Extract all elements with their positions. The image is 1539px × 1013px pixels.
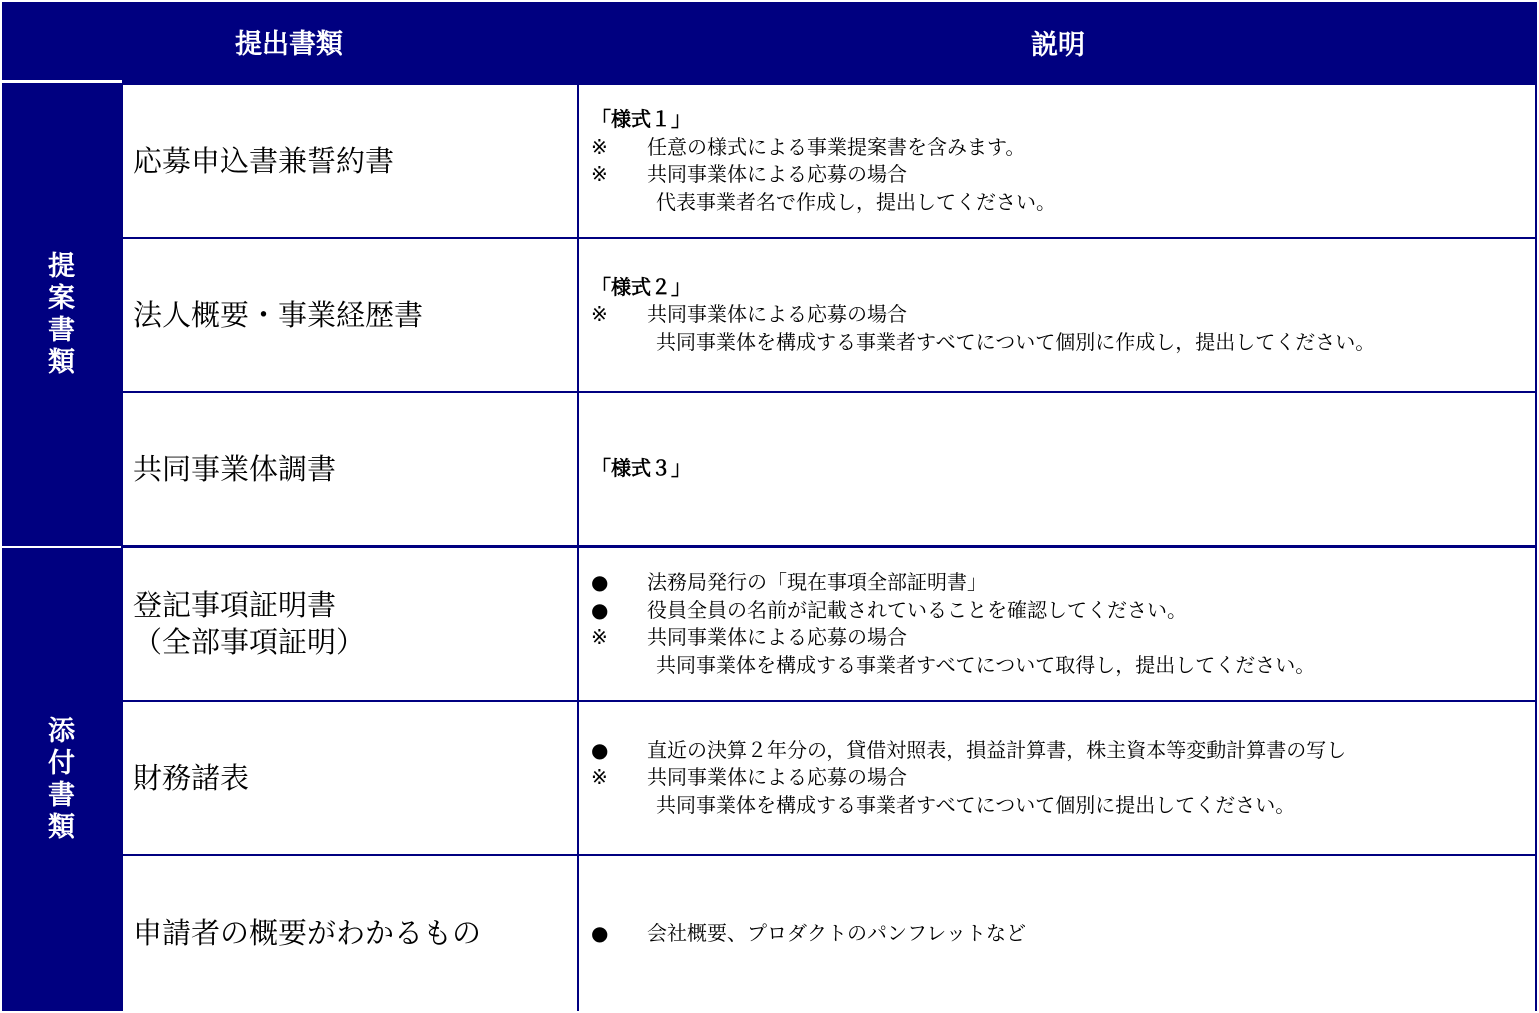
note-line	[591, 737, 1521, 765]
document-name	[123, 856, 577, 1011]
category-char: 案	[48, 282, 75, 314]
document-name-line: 登記事項証明書	[133, 588, 337, 622]
document-name	[123, 548, 577, 700]
note-mark: ※	[591, 625, 608, 649]
document-name	[123, 239, 577, 391]
header-description: 説明	[1031, 30, 1085, 61]
bullet-mark: ●	[591, 597, 609, 622]
header-documents: 提出書類	[235, 28, 343, 60]
note-continuation: 共同事業体を構成する事業者すべてについて個別に提出してください。	[656, 792, 1296, 817]
note-text: 会社概要、プロダクトのパンフレットなど	[647, 920, 1026, 945]
note-continuation: 代表事業者名で作成し，提出してください。	[656, 189, 1056, 214]
bullet-mark: ●	[591, 570, 609, 594]
document-name	[123, 702, 577, 854]
note-continuation: 共同事業体を構成する事業者すべてについて取得し，提出してください。	[656, 652, 1316, 677]
document-description	[579, 548, 1535, 700]
category-attached	[2, 548, 121, 1011]
note-text: 直近の決算２年分の，貸借対照表，損益計算書，株主資本等変動計算書の写し	[647, 737, 1347, 762]
document-description	[579, 239, 1535, 391]
note-mark: ※	[591, 134, 608, 159]
document-name	[123, 85, 577, 237]
category-proposal	[2, 83, 121, 546]
note-continuation: 共同事業体を構成する事業者すべてについて個別に作成し，提出してください。	[656, 329, 1376, 354]
document-name-line: （全部事項証明）	[133, 625, 366, 659]
note-mark: ※	[591, 162, 608, 186]
note-line	[591, 301, 1521, 329]
note-line	[591, 764, 1521, 792]
category-char: 提	[48, 250, 75, 282]
bullet-mark: ●	[591, 920, 609, 945]
document-description	[579, 702, 1535, 854]
bullet-mark: ●	[591, 737, 609, 762]
note-text: 役員全員の名前が記載されていることを確認してください。	[647, 597, 1187, 622]
note-line	[591, 569, 1521, 597]
document-description	[579, 856, 1535, 1011]
form-label: 「様式２」	[591, 274, 691, 299]
note-line	[591, 161, 1521, 189]
document-name-line: 共同事業体調書	[133, 451, 337, 486]
document-description	[579, 393, 1535, 545]
document-name-line: 申請者の概要がわかるもの	[133, 916, 482, 950]
note-text: 共同事業体による応募の場合	[647, 765, 907, 790]
document-description	[579, 85, 1535, 237]
category-char: 類	[48, 811, 75, 843]
document-name	[123, 393, 577, 545]
note-line	[591, 134, 1521, 162]
note-text: 共同事業体による応募の場合	[647, 302, 907, 327]
category-char: 書	[48, 314, 75, 346]
form-label: 「様式３」	[591, 456, 691, 481]
category-char: 付	[48, 747, 75, 779]
note-text: 共同事業体による応募の場合	[647, 162, 907, 186]
form-label: 「様式１」	[591, 107, 691, 131]
category-char: 書	[48, 779, 75, 811]
category-char: 類	[48, 346, 75, 378]
category-char: 添	[48, 715, 75, 747]
document-name-line: 法人概要・事業経歴書	[133, 297, 424, 332]
note-text: 法務局発行の「現在事項全部証明書」	[647, 570, 987, 594]
note-line	[591, 624, 1521, 652]
note-line	[591, 597, 1521, 625]
document-name-line: 応募申込書兼誓約書	[133, 143, 395, 178]
note-text: 共同事業体による応募の場合	[647, 625, 907, 649]
note-mark: ※	[591, 765, 608, 790]
note-text: 任意の様式による事業提案書を含みます。	[647, 134, 1026, 159]
note-mark: ※	[591, 302, 608, 327]
document-name-line: 財務諸表	[133, 760, 250, 795]
note-line	[591, 920, 1521, 948]
documents-table	[2, 2, 1537, 1011]
